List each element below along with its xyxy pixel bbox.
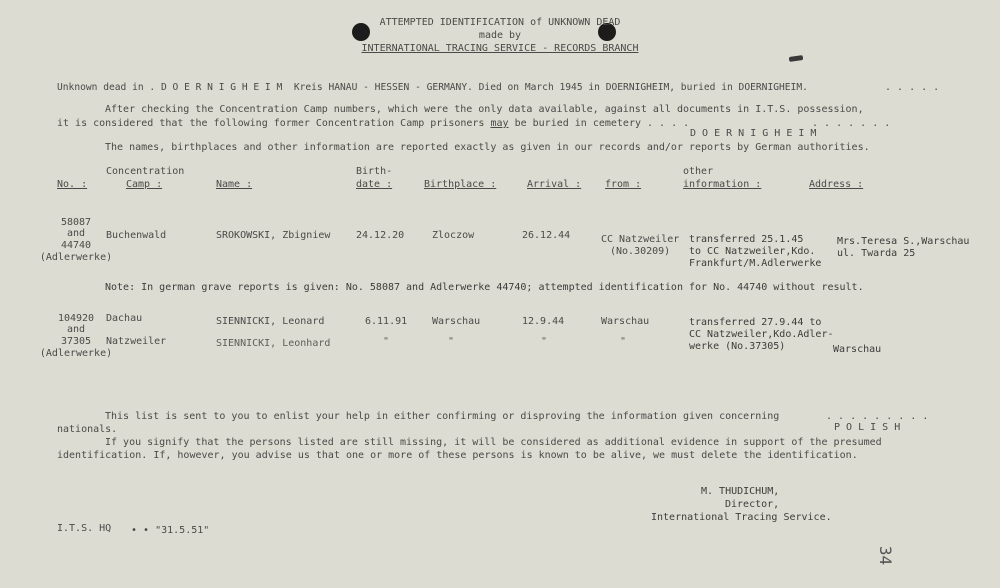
col-birthplace: Birthplace : — [424, 179, 497, 190]
nationality: P O L I S H — [834, 422, 901, 433]
col-camp: Camp : — [126, 179, 163, 190]
col-no: No. : — [57, 179, 88, 190]
page-number: 34 — [876, 545, 896, 566]
record-from: " — [620, 336, 627, 347]
record-other: werke (No.37305) — [689, 341, 786, 352]
record-camp: Dachau — [106, 313, 143, 324]
record-other: transferred 27.9.44 to — [689, 317, 822, 328]
signature-name: M. THUDICHUM, — [701, 486, 780, 497]
col-arrival: Arrival : — [527, 179, 582, 190]
record-address: Warschau — [833, 344, 882, 355]
record-no-line: 104920 — [57, 313, 95, 324]
record-birthplace: Zloczow — [432, 230, 475, 241]
record-arrival: " — [541, 336, 548, 347]
record-birthplace: Warschau — [432, 316, 481, 327]
col-other: information : — [683, 179, 762, 190]
note: Note: In german grave reports is given: No. 58087 and Adlerwerke 44740; attempted identification for No. 44740 without result. — [105, 282, 864, 293]
record-no-line: 44740 — [60, 240, 92, 251]
record-from: (No.30209) — [610, 246, 671, 257]
record-camp: Buchenwald — [106, 230, 167, 241]
record-address: ul. Twarda 25 — [837, 248, 916, 259]
record-arrival: 12.9.44 — [522, 316, 565, 327]
footer-date: • • "31.5.51" — [131, 525, 210, 536]
closing-line-4: identification. If, however, you advise us that one or more of these persons is known to be alive, we must delete the identification. — [57, 450, 858, 461]
record-arrival: 26.12.44 — [522, 230, 571, 241]
signature-org: International Tracing Service. — [651, 512, 832, 523]
signature-title: Director, — [725, 499, 780, 510]
intro-line-4: The names, birthplaces and other information are reported exactly as given in our records and/or reports by German authorities. — [105, 142, 870, 153]
record-address: Mrs.Teresa S.,Warschau — [837, 236, 970, 247]
record-other: to CC Natzweiler,Kdo. — [689, 246, 816, 257]
record-other: CC Natzweiler,Kdo.Adler- — [689, 329, 834, 340]
header-subtitle: made by — [478, 30, 522, 41]
record-name: SROKOWSKI, Zbigniew — [216, 230, 331, 241]
footer-ref: I.T.S. HQ — [57, 523, 112, 534]
cemetery-name: D O E R N I G H E I M — [690, 128, 817, 139]
col-camp-top: Concentration — [106, 166, 185, 177]
closing-line-3: If you signify that the persons listed are still missing, it will be considered as additional evidence in support of the presumed — [105, 437, 882, 448]
col-birthdate: date : — [356, 179, 393, 190]
closing-line-2: nationals. — [57, 424, 118, 435]
record-birthdate: 6.11.91 — [365, 316, 408, 327]
col-birthdate-top: Birth- — [356, 166, 393, 177]
col-address: Address : — [809, 179, 864, 190]
record-no-line: 58087 — [60, 217, 92, 228]
record-from: Warschau — [601, 316, 650, 327]
col-from: from : — [605, 179, 642, 190]
intro-line-3: it is considered that the following former Concentration Camp prisoners may be buried in cemetery . . . . — [57, 118, 690, 129]
col-other-top: other — [683, 166, 714, 177]
header-title: ATTEMPTED IDENTIFICATION of UNKNOWN DEAD — [379, 17, 621, 28]
record-birthdate: 24.12.20 — [356, 230, 405, 241]
record-name: SIENNICKI, Leonhard — [216, 338, 331, 349]
record-name: SIENNICKI, Leonard — [216, 316, 325, 327]
intro-dots-3: . . . . . . . — [812, 118, 891, 129]
intro-line-1: Unknown dead in . D O E R N I G H E I M Kreis HANAU - HESSEN - GERMANY. Died on March 1945 in DOERNIGHEIM, buried in DOERNIGHEIM. — [57, 82, 808, 93]
closing-line-1: This list is sent to you to enlist your help in either confirming or disproving the information given concerning — [105, 411, 780, 422]
record-camp: Natzweiler — [106, 336, 167, 347]
record-from: CC Natzweiler — [601, 234, 680, 245]
record-no-line: 37305 — [60, 336, 92, 347]
record-no-line: (Adlerwerke) — [39, 348, 113, 359]
col-name: Name : — [216, 179, 253, 190]
record-birthplace: " — [448, 336, 455, 347]
intro-line-2: After checking the Concentration Camp numbers, which were the only data available, against all documents in I.T.S. possession, — [105, 104, 864, 115]
closing-dots: . . . . . . . . . — [826, 411, 929, 422]
record-birthdate: " — [383, 336, 390, 347]
record-no-line: (Adlerwerke) — [39, 252, 113, 263]
record-other: Frankfurt/M.Adlerwerke — [689, 258, 822, 269]
header-organisation: INTERNATIONAL TRACING SERVICE - RECORDS BRANCH — [361, 43, 639, 54]
intro-dots-1: . . . . . — [885, 82, 940, 93]
ink-mark — [789, 55, 804, 62]
record-no-line: and — [66, 324, 86, 335]
record-no-line: and — [66, 228, 86, 239]
record-other: transferred 25.1.45 — [689, 234, 804, 245]
